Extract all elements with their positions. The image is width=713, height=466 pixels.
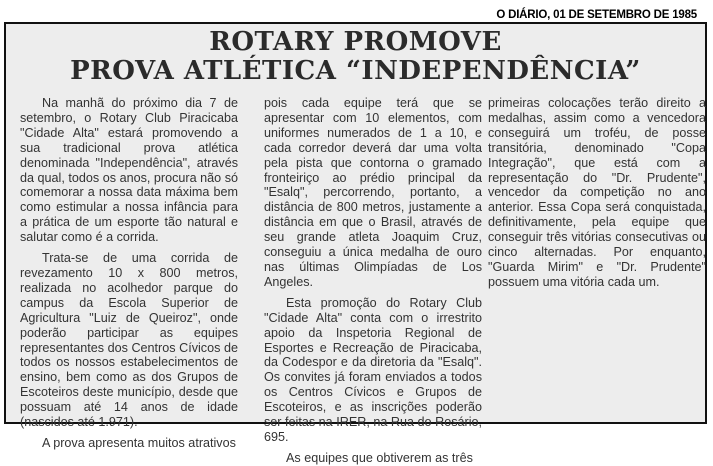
article-column-3 [488, 96, 706, 416]
article-column-2 [264, 96, 482, 465]
paragraph: Esta promoção do Rotary Club "Cidade Alta" conta com o irrestrito apoio da Inspetoria Regional de Esportes e Recreação de Piracicaba, da Codespor e da diretoria da "Esalq". Os convites já foram enviados a todos os Centros Cívicos e Grupos de Escoteiros, e as inscrições poderão ser feitas na IRER, na Rua do Rosário, 695. [264, 295, 482, 444]
article-column-1 [20, 96, 238, 450]
paragraph: primeiras colocações terão direito a medalhas, assim como a vencedora conseguirá um troféu, de posse transitória, denominado "Copa Integração", que está com a representação do "Dr. Prudente", vencedor da competição no ano anterior. Essa Copa será conquistada, definitivamente, pela equipe que conseguir três vitórias consecutivas ou cinco alternadas. Por enquanto, "Guarda Mirim" e "Dr. Prudente" possuem uma vitória cada um. [488, 96, 706, 289]
paragraph: As equipes que obtiverem as três [286, 450, 473, 465]
paragraph: Na manhã do próximo dia 7 de setembro, o Rotary Club Piracicaba "Cidade Alta" estará promovendo a sua tradicional prova atlética denominada "Independência", através da qual, todos os anos, procura não só comemorar a nossa data máxima bem como estimular a nossa infância para a prática de um esporte tão natural e salutar como é a corrida. [20, 96, 238, 245]
headline [6, 28, 705, 86]
newspaper-clipping [4, 22, 707, 465]
headline-line-1: ROTARY PROMOVE [209, 27, 502, 57]
headline-line-2: PROVA ATLÉTICA “INDEPENDÊNCIA” [70, 56, 641, 86]
source-dateline: O DIÁRIO, 01 DE SETEMBRO DE 1985 [496, 9, 697, 21]
paragraph: A prova apresenta muitos atrativos [42, 435, 236, 450]
article-body [20, 96, 706, 465]
paragraph: pois cada equipe terá que se apresentar com 10 elementos, com uniformes numerados de 1 a 10, e cada corredor deverá dar uma volta pela pista que contorna o gramado fronteiriço ao prédio principal da "Esalq", percorrendo, portanto, a distância de 800 metros, justamente a distância em que o Brasil, através de seu grande atleta Joaquim Cruz, conseguiu a única medalha de ouro nas últimas Olimpíadas de Los Angeles. [264, 96, 482, 289]
paragraph: Trata-se de uma corrida de revezamento 10 x 800 metros, realizada no acolhedor parque do campus da Escola Superior de Agricultura "Luiz de Queiroz", onde poderão participar as equipes representantes dos Centros Cívicos de todos os nossos estabelecimentos de ensino, bem como as dos Grupos de Escoteiros deste município, desde que possuam até 14 anos de idade (nascidos até 1.971). [20, 251, 238, 430]
